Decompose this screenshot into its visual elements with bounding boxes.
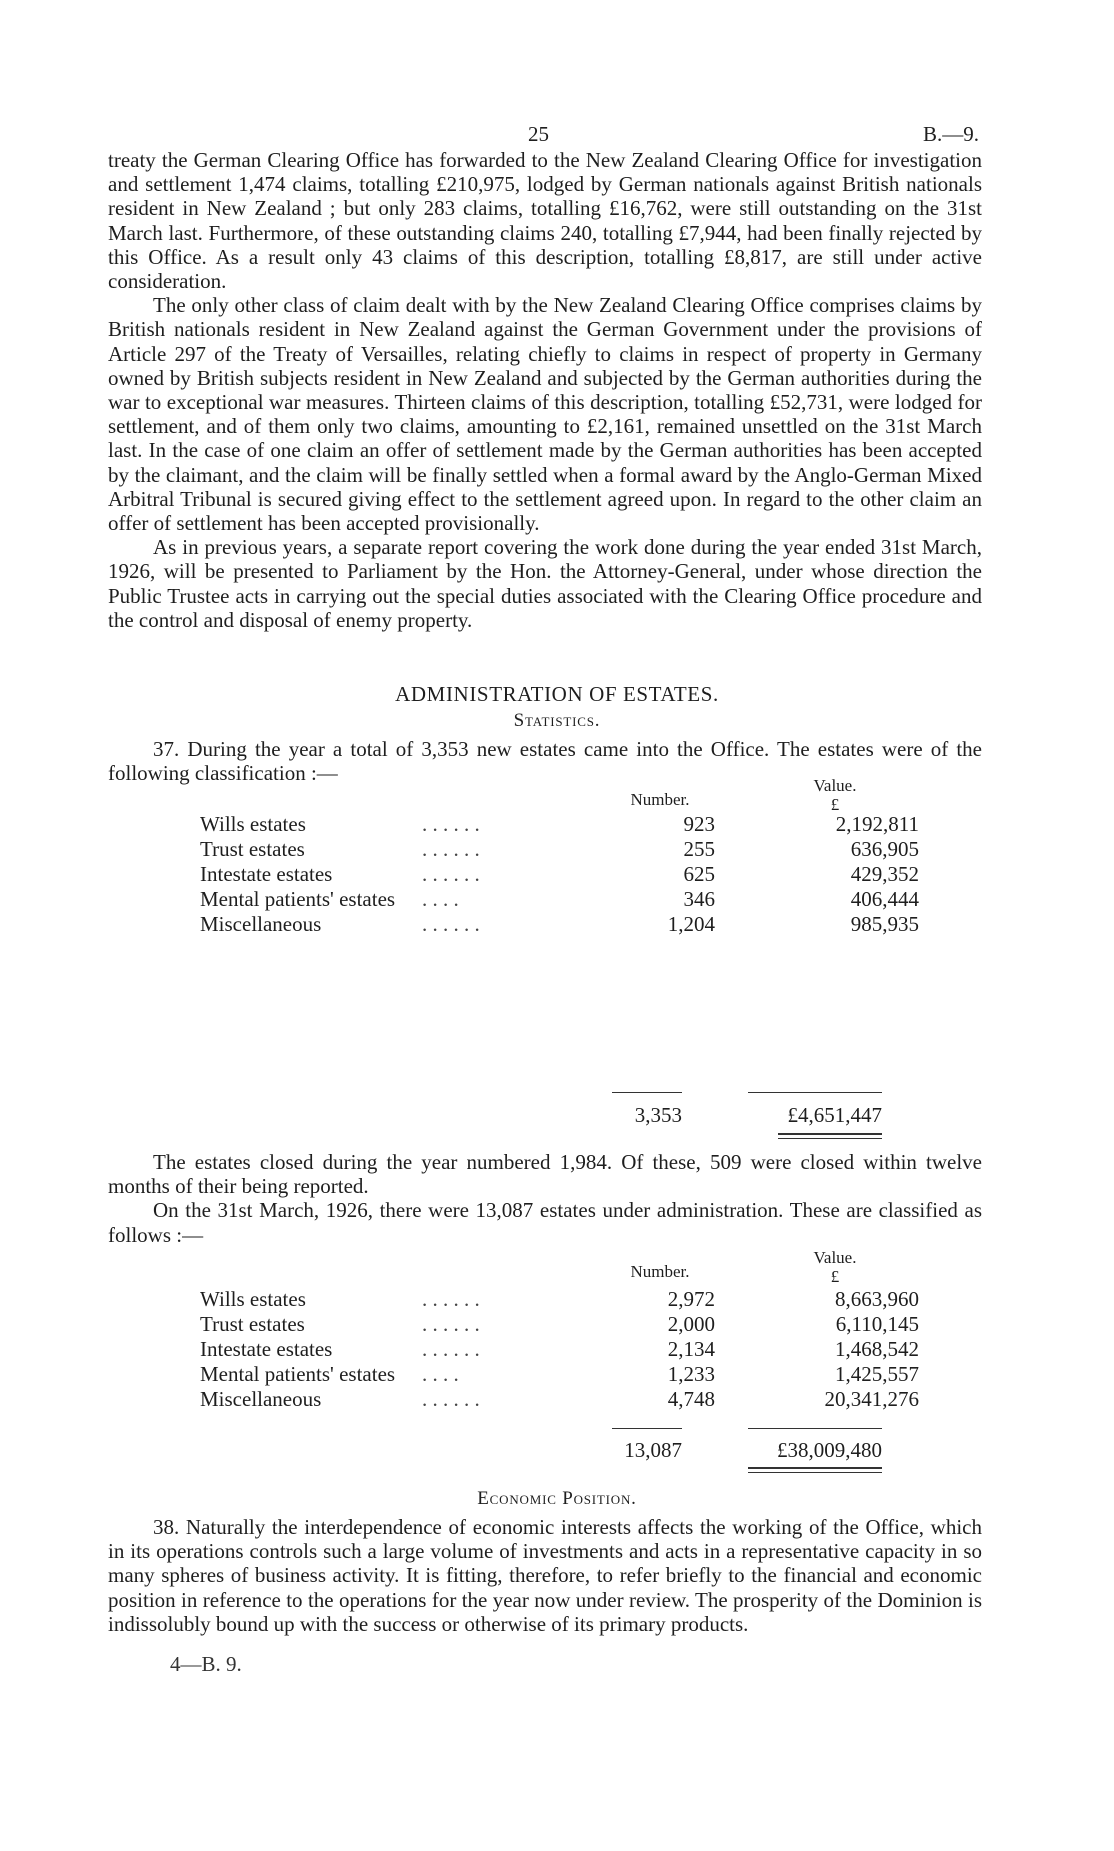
paragraph-admin-text: On the 31st March, 1926, there were 13,087 estates under administration. These are classified as follows :— (108, 1198, 982, 1247)
row-value: 636,905 (850, 837, 919, 861)
row-label: Wills estates (200, 1287, 306, 1311)
row-label: Trust estates (200, 1312, 305, 1336)
table1-number-rule (612, 1092, 682, 1093)
row-number: 1,233 (667, 1362, 715, 1386)
table-row (200, 837, 919, 862)
paragraph-37-text: 37. During the year a total of 3,353 new estates came into the Office. The estates were of the following classification :— (108, 737, 982, 786)
table2-number-header: Number. (630, 1262, 690, 1281)
dot-leader: . . . . (422, 1362, 459, 1386)
dot-leader: . . . . . . (422, 837, 480, 861)
intro-section (108, 148, 982, 632)
table-row (200, 912, 919, 937)
row-label: Mental patients' estates (200, 887, 396, 911)
table2-total-double-rule-1 (748, 1467, 882, 1469)
table2-total-value: £38,009,480 (777, 1438, 882, 1462)
dot-leader: . . . . . . (422, 862, 480, 886)
row-number: 625 (683, 862, 715, 886)
table1-value-rule (748, 1092, 882, 1093)
dot-leader: . . . . . . (422, 1312, 480, 1336)
paragraph-38 (108, 1515, 982, 1636)
table-row (200, 1387, 919, 1412)
row-number: 4,748 (667, 1387, 715, 1411)
table-row (200, 1362, 919, 1387)
table1-value-header (790, 776, 880, 814)
row-number: 1,204 (667, 912, 715, 936)
table-row (200, 812, 919, 837)
new-estates-table (200, 812, 919, 937)
footer-reference: 4—B. 9. (170, 1652, 242, 1676)
row-number: 923 (683, 812, 715, 836)
subsection-statistics: Statistics. (513, 710, 601, 731)
table1-value-unit: £ (830, 795, 840, 814)
row-label: Mental patients' estates (200, 1362, 396, 1386)
paragraph-separate-report: As in previous years, a separate report covering the work done during the year ended 31st March, 1926, will be presented to Parliament by the Hon. the Attorney-General, under whose direction the Public Trustee acts in carrying out the special duties associated with the Clearing Office procedure and the control and disposal of enemy property. (108, 535, 982, 632)
row-value: 985,935 (850, 912, 919, 936)
subsection-economic-position: Economic Position. (477, 1488, 637, 1509)
table-row (200, 1312, 919, 1337)
paragraph-clearing-office-claims: treaty the German Clearing Office has forwarded to the New Zealand Clearing Office for investigation and settlement 1,474 claims, totalling £210,975, lodged by German nationals against British nationals resident in New Zealand ; but only 283 claims, totalling £16,762, were still outstanding on the 31st March last. Furthermore, of these outstanding claims 240, totalling £7,944, had been finally rejected by this Office. As a result only 43 claims of this description, totalling £8,817, are still under active consideration. (108, 148, 982, 294)
table-row (200, 887, 919, 912)
row-number: 2,972 (667, 1287, 715, 1311)
paragraph-38-text: 38. Naturally the interdependence of economic interests affects the working of the Office, which in its operations controls such a large volume of investments and acts in a representative capacity in so many spheres of business activity. It is fitting, therefore, to refer briefly to the financial and economic position in reference to the operations for the year now under review. The prosperity of the Dominion is indissolubly bound up with the success or otherwise of its primary products. (108, 1515, 982, 1636)
dot-leader: . . . . (422, 887, 459, 911)
table-row (200, 862, 919, 887)
dot-leader: . . . . . . (422, 1387, 480, 1411)
row-value: 406,444 (850, 887, 919, 911)
table2-value-unit: £ (830, 1267, 840, 1286)
table2-value-rule (748, 1428, 882, 1429)
row-value: 1,468,542 (835, 1337, 919, 1361)
dot-leader: . . . . . . (422, 1287, 480, 1311)
row-value: 1,425,557 (835, 1362, 919, 1386)
table-row (200, 1337, 919, 1362)
row-number: 2,134 (667, 1337, 715, 1361)
row-value: 429,352 (850, 862, 919, 886)
dot-leader: . . . . . . (422, 812, 480, 836)
table-row (200, 1287, 919, 1312)
table1-value-label: Value. (813, 776, 857, 795)
dot-leader: . . . . . . (422, 912, 480, 936)
table2-value-header (790, 1248, 880, 1286)
row-label: Wills estates (200, 812, 306, 836)
row-label: Intestate estates (200, 862, 333, 886)
document-reference: B.—9. (923, 122, 980, 146)
page-number: 25 (528, 122, 549, 146)
paragraph-closed-estates (108, 1150, 982, 1247)
row-number: 346 (683, 887, 715, 911)
row-value: 6,110,145 (835, 1312, 919, 1336)
row-label: Intestate estates (200, 1337, 333, 1361)
row-value: 2,192,811 (835, 812, 919, 836)
table2-total-number: 13,087 (624, 1438, 682, 1462)
table1-total-value: £4,651,447 (787, 1103, 882, 1127)
row-label: Miscellaneous (200, 1387, 322, 1411)
row-number: 255 (683, 837, 715, 861)
row-value: 20,341,276 (824, 1387, 919, 1411)
row-number: 2,000 (667, 1312, 715, 1336)
row-label: Trust estates (200, 837, 305, 861)
table1-total-double-rule-2 (778, 1138, 882, 1139)
dot-leader: . . . . . . (422, 1337, 480, 1361)
section-title: ADMINISTRATION OF ESTATES. (395, 682, 719, 706)
table1-number-header: Number. (630, 790, 690, 809)
table2-value-label: Value. (813, 1248, 857, 1267)
table2-number-rule (612, 1428, 682, 1429)
paragraph-article-297-claims: The only other class of claim dealt with by the New Zealand Clearing Office comprises claims by British nationals resident in New Zealand against the German Government under the provisions of Article 297 of the Treaty of Versailles, relating chiefly to claims in respect of property in Germany owned by British subjects resident in New Zealand and subjected by the German authorities during the war to exceptional war measures. Thirteen claims of this description, totalling £52,731, were lodged for settlement, and of them only two claims, amounting to £2,161, remained unsettled on the 31st March last. In the case of one claim an offer of settlement made by the German authorities has been accepted by the claimant, and the claim will be finally settled when a formal award by the Anglo-German Mixed Arbitral Tribunal is secured giving effect to the settlement agreed upon. In regard to the other claim an offer of settlement has been accepted provisionally. (108, 293, 982, 536)
estates-under-administration-table (200, 1287, 919, 1412)
paragraph-closed-text: The estates closed during the year numbered 1,984. Of these, 509 were closed within twelve months of their being reported. (108, 1150, 982, 1199)
table1-total-double-rule-1 (778, 1133, 882, 1135)
table2-total-double-rule-2 (748, 1472, 882, 1473)
table1-total-number: 3,353 (634, 1103, 682, 1127)
row-value: 8,663,960 (835, 1287, 919, 1311)
row-label: Miscellaneous (200, 912, 322, 936)
